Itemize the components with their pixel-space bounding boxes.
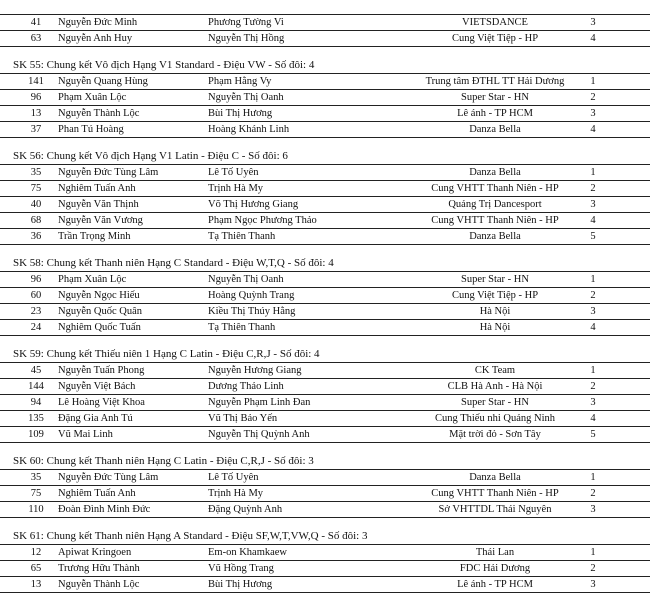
- couple-number: 96: [30, 274, 42, 285]
- placing: 4: [590, 124, 596, 135]
- club-name: Lê ánh - TP HCM: [457, 108, 533, 119]
- table-row: [0, 303, 650, 319]
- placing: 5: [590, 429, 596, 440]
- event-title: SK 60: Chung kết Thanh niên Hạng C Latin - Điệu C,R,J - Số đôi: 3: [13, 455, 314, 467]
- couple-number: 41: [30, 17, 42, 28]
- female-dancer: Nguyễn Thị Quỳnh Anh: [208, 429, 310, 440]
- table-row: [0, 544, 650, 560]
- club-name: Danza Bella: [469, 231, 521, 242]
- placing: 1: [590, 167, 596, 178]
- club-name: Mặt trời đỏ - Sơn Tây: [449, 429, 541, 440]
- placing: 3: [590, 199, 596, 210]
- club-name: Super Star - HN: [461, 92, 529, 103]
- couple-number: 36: [30, 231, 42, 242]
- club-name: Hà Nội: [479, 322, 511, 333]
- event-section: [0, 518, 650, 593]
- couple-number: 60: [30, 290, 42, 301]
- male-dancer: Trương Hữu Thành: [58, 563, 140, 574]
- results-table: [0, 362, 650, 443]
- placing: 4: [590, 33, 596, 44]
- event-title: SK 58: Chung kết Thanh niên Hạng C Standard - Điệu W,T,Q - Số đôi: 4: [13, 257, 334, 269]
- placing: 1: [590, 365, 596, 376]
- female-dancer: Võ Thị Hương Giang: [208, 199, 299, 210]
- male-dancer: Trần Trọng Minh: [58, 231, 131, 242]
- club-name: CK Team: [474, 365, 516, 376]
- table-row: [0, 164, 650, 180]
- club-name: Quảng Trị Dancesport: [448, 199, 542, 210]
- table-row: [0, 426, 650, 443]
- table-row: [0, 287, 650, 303]
- results-table: [0, 271, 650, 336]
- couple-number: 63: [30, 33, 42, 44]
- male-dancer: Nguyễn Việt Bách: [58, 381, 136, 392]
- male-dancer: Nguyễn Đức Tùng Lâm: [58, 472, 159, 483]
- male-dancer: Phạm Xuân Lộc: [58, 92, 127, 103]
- couple-number: 37: [30, 124, 42, 135]
- male-dancer: Nghiêm Quốc Tuấn: [58, 322, 141, 333]
- table-row: [0, 212, 650, 228]
- couple-number: 24: [30, 322, 42, 333]
- table-row: [0, 378, 650, 394]
- placing: 3: [590, 504, 596, 515]
- couple-number: 109: [28, 429, 44, 440]
- male-dancer: Apiwat Kringoen: [58, 547, 132, 558]
- female-dancer: Lê Tố Uyên: [208, 472, 259, 483]
- couple-number: 65: [30, 563, 42, 574]
- placing: 1: [590, 76, 596, 87]
- placing: 2: [590, 92, 596, 103]
- placing: 1: [590, 274, 596, 285]
- table-row: [0, 30, 650, 47]
- female-dancer: Hoàng Quỳnh Trang: [208, 290, 295, 301]
- couple-number: 135: [28, 413, 44, 424]
- female-dancer: Dương Thảo Linh: [208, 381, 284, 392]
- event-title: SK 59: Chung kết Thiếu niên 1 Hạng C Latin - Điệu C,R,J - Số đôi: 4: [13, 348, 320, 360]
- table-row: [0, 560, 650, 576]
- table-row: [0, 196, 650, 212]
- club-name: Thái Lan: [475, 547, 515, 558]
- placing: 2: [590, 381, 596, 392]
- club-name: Cung VHTT Thanh Niên - HP: [431, 183, 559, 194]
- male-dancer: Nguyễn Anh Huy: [58, 33, 133, 44]
- female-dancer: Trịnh Hà My: [208, 488, 264, 499]
- event-section: [0, 138, 650, 245]
- couple-number: 23: [30, 306, 42, 317]
- placing: 1: [590, 547, 596, 558]
- male-dancer: Nguyễn Tuấn Phong: [58, 365, 145, 376]
- male-dancer: Đặng Gia Anh Tú: [58, 413, 133, 424]
- club-name: Super Star - HN: [461, 397, 529, 408]
- club-name: Danza Bella: [469, 167, 521, 178]
- results-table: [0, 14, 650, 47]
- female-dancer: Nguyễn Hương Giang: [208, 365, 302, 376]
- male-dancer: Nghiêm Tuấn Anh: [58, 183, 136, 194]
- male-dancer: Vũ Mai Linh: [58, 429, 113, 440]
- female-dancer: Bùi Thị Hương: [208, 108, 273, 119]
- results-table: [0, 73, 650, 138]
- club-name: Danza Bella: [469, 124, 521, 135]
- male-dancer: Nguyễn Đức Tùng Lâm: [58, 167, 159, 178]
- couple-number: 35: [30, 167, 42, 178]
- male-dancer: Nguyễn Văn Thịnh: [58, 199, 139, 210]
- placing: 1: [590, 472, 596, 483]
- placing: 3: [590, 397, 596, 408]
- male-dancer: Nguyễn Đức Minh: [58, 17, 138, 28]
- female-dancer: Vũ Hồng Trang: [208, 563, 274, 574]
- table-row: [0, 121, 650, 138]
- club-name: Cung VHTT Thanh Niên - HP: [431, 488, 559, 499]
- couple-number: 110: [28, 504, 44, 515]
- female-dancer: Trịnh Hà My: [208, 183, 264, 194]
- couple-number: 12: [30, 547, 42, 558]
- club-name: Sở VHTTDL Thái Nguyên: [438, 504, 552, 515]
- female-dancer: Phạm Hằng Vy: [208, 76, 272, 87]
- club-name: Trung tâm ĐTHL TT Hải Dương: [425, 76, 565, 87]
- placing: 2: [590, 290, 596, 301]
- placing: 3: [590, 108, 596, 119]
- club-name: CLB Hà Anh - Hà Nội: [447, 381, 543, 392]
- male-dancer: Nghiêm Tuấn Anh: [58, 488, 136, 499]
- results-table: [0, 544, 650, 593]
- female-dancer: Vũ Thị Bảo Yến: [208, 413, 278, 424]
- table-row: [0, 105, 650, 121]
- table-row: [0, 319, 650, 336]
- table-row: [0, 180, 650, 196]
- male-dancer: Nguyễn Quang Hùng: [58, 76, 148, 87]
- club-name: Cung Việt Tiệp - HP: [451, 290, 539, 301]
- male-dancer: Nguyễn Thành Lộc: [58, 579, 140, 590]
- placing: 2: [590, 488, 596, 499]
- placing: 4: [590, 215, 596, 226]
- table-row: [0, 362, 650, 378]
- female-dancer: Nguyễn Thị Oanh: [208, 274, 284, 285]
- table-row: [0, 410, 650, 426]
- male-dancer: Đoàn Đình Minh Đức: [58, 504, 151, 515]
- female-dancer: Lê Tố Uyên: [208, 167, 259, 178]
- couple-number: 68: [30, 215, 42, 226]
- club-name: Lê ánh - TP HCM: [457, 579, 533, 590]
- male-dancer: Phạm Xuân Lộc: [58, 274, 127, 285]
- event-section: [0, 336, 650, 443]
- couple-number: 75: [30, 183, 42, 194]
- male-dancer: Nguyễn Thành Lộc: [58, 108, 140, 119]
- club-name: VIETSDANCE: [462, 17, 528, 28]
- male-dancer: Phan Tú Hoàng: [58, 124, 124, 135]
- female-dancer: Tạ Thiên Thanh: [208, 322, 276, 333]
- couple-number: 94: [30, 397, 42, 408]
- club-name: Cung Việt Tiệp - HP: [451, 33, 539, 44]
- club-name: Super Star - HN: [461, 274, 529, 285]
- placing: 3: [590, 306, 596, 317]
- male-dancer: Lê Hoàng Việt Khoa: [58, 397, 145, 408]
- placing: 3: [590, 579, 596, 590]
- female-dancer: Bùi Thị Hương: [208, 579, 273, 590]
- couple-number: 144: [28, 381, 44, 392]
- couple-number: 40: [30, 199, 42, 210]
- event-section: [0, 47, 650, 138]
- club-name: Danza Bella: [469, 472, 521, 483]
- female-dancer: Tạ Thiên Thanh: [208, 231, 276, 242]
- female-dancer: Phạm Ngọc Phương Thảo: [208, 215, 317, 226]
- event-section: [0, 245, 650, 336]
- female-dancer: Em-on Khamkaew: [208, 547, 288, 558]
- female-dancer: Đặng Quỳnh Anh: [208, 504, 283, 515]
- couple-number: 141: [28, 76, 44, 87]
- table-row: [0, 228, 650, 245]
- placing: 4: [590, 322, 596, 333]
- female-dancer: Hoàng Khánh Linh: [208, 124, 290, 135]
- event-title: SK 56: Chung kết Vô địch Hạng V1 Latin - Điệu C - Số đôi: 6: [13, 150, 288, 162]
- couple-number: 75: [30, 488, 42, 499]
- female-dancer: Nguyễn Thị Hồng: [208, 33, 285, 44]
- female-dancer: Kiều Thị Thúy Hằng: [208, 306, 296, 317]
- club-name: FDC Hải Dương: [459, 563, 531, 574]
- couple-number: 35: [30, 472, 42, 483]
- male-dancer: Nguyễn Văn Vương: [58, 215, 143, 226]
- table-row: [0, 271, 650, 287]
- female-dancer: Phương Tường Vi: [208, 17, 284, 28]
- event-title: SK 61: Chung kết Thanh niên Hạng A Standard - Điệu SF,W,T,VW,Q - Số đôi: 3: [13, 530, 368, 542]
- placing: 5: [590, 231, 596, 242]
- event-section: [0, 443, 650, 518]
- table-row: [0, 89, 650, 105]
- event-title: SK 55: Chung kết Vô địch Hạng V1 Standard - Điệu VW - Số đôi: 4: [13, 59, 315, 71]
- club-name: Cung Thiếu nhi Quảng Ninh: [435, 413, 555, 424]
- table-row: [0, 485, 650, 501]
- male-dancer: Nguyễn Quốc Quân: [58, 306, 142, 317]
- table-row: [0, 14, 650, 30]
- couple-number: 96: [30, 92, 42, 103]
- table-row: [0, 576, 650, 593]
- event-section: [0, 14, 650, 47]
- female-dancer: Nguyễn Phạm Linh Đan: [208, 397, 311, 408]
- couple-number: 13: [30, 108, 42, 119]
- placing: 4: [590, 413, 596, 424]
- results-table: [0, 469, 650, 518]
- table-row: [0, 469, 650, 485]
- table-row: [0, 73, 650, 89]
- club-name: Hà Nội: [479, 306, 511, 317]
- placing: 3: [590, 17, 596, 28]
- table-row: [0, 501, 650, 518]
- club-name: Cung VHTT Thanh Niên - HP: [431, 215, 559, 226]
- male-dancer: Nguyễn Ngọc Hiếu: [58, 290, 140, 301]
- table-row: [0, 394, 650, 410]
- couple-number: 45: [30, 365, 42, 376]
- placing: 2: [590, 183, 596, 194]
- placing: 2: [590, 563, 596, 574]
- female-dancer: Nguyễn Thị Oanh: [208, 92, 284, 103]
- couple-number: 13: [30, 579, 42, 590]
- results-table: [0, 164, 650, 245]
